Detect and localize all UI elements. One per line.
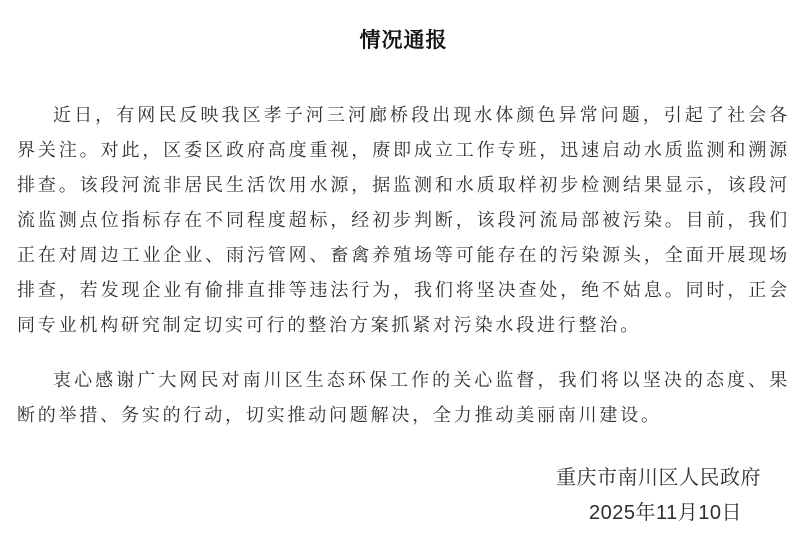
notice-paragraph-1: 近日，有网民反映我区孝子河三河廊桥段出现水体颜色异常问题，引起了社会各界关注。对此，区委区政府高度重视，赓即成立工作专班，迅速启动水质监测和溯源排查。该段河流非居民生活饮用水源，据监测和水质取样初步检测结果显示，该段河流监测点位指标存在不同程度超标，经初步判断，该段河流局部被污染。目前，我们正在对周边工业企业、雨污管网、畜禽养殖场等可能存在的污染源头，全面开展现场排查，若发现企业有偷排直排等违法行为，我们将坚决查处，绝不姑息。同时，正会同专业机构研究制定切实可行的整治方案抓紧对污染水段进行整治。 [17, 105, 790, 335]
issuer-signature: 重庆市南川区人民政府 [556, 467, 761, 489]
notice-paragraph-2: 衷心感谢广大网民对南川区生态环保工作的关心监督，我们将以坚决的态度、果断的举措、务实的行动，切实推动问题解决，全力推动美丽南川建设。 [17, 370, 790, 425]
notice-title: 情况通报 [359, 29, 448, 52]
issue-date: 2025年11月10日 [589, 502, 742, 524]
signature-block [17, 461, 790, 531]
